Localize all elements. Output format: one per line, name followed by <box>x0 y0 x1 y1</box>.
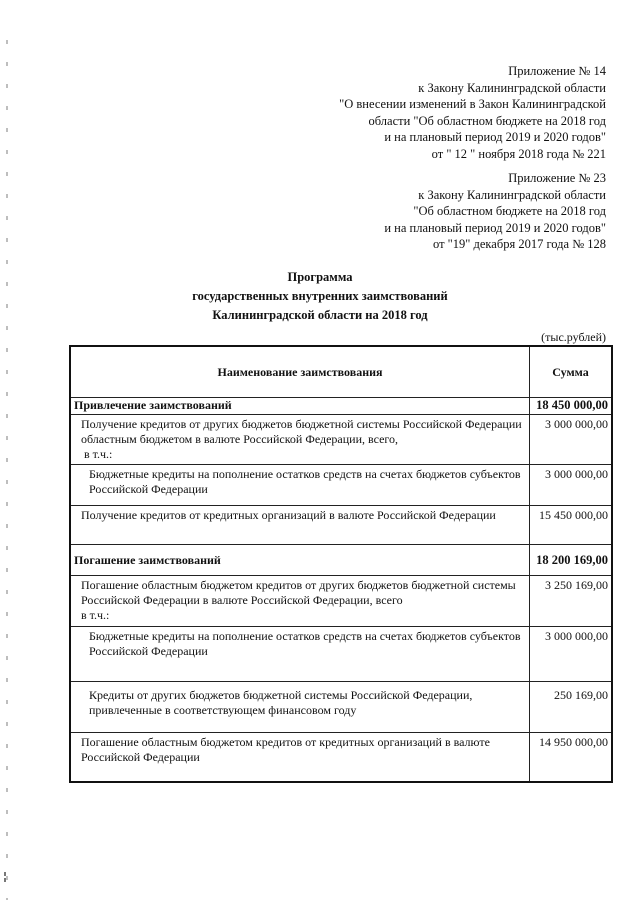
appendix-line: Приложение № 23 <box>508 171 606 185</box>
scan-margin-marks <box>6 40 8 900</box>
row-amount: 18 450 000,00 <box>530 398 613 415</box>
appendix-line: от "19" декабря 2017 года № 128 <box>433 237 606 251</box>
row-amount: 3 000 000,00 <box>530 415 613 465</box>
appendix-line: к Закону Калининградской области <box>418 187 606 202</box>
row-name: Погашение заимствований <box>70 545 530 576</box>
table-row <box>70 398 612 415</box>
row-name: Кредиты от других бюджетов бюджетной системы Российской Федерации, привлеченные в соответствующем финансовом году <box>70 682 530 733</box>
row-name: Привлечение заимствований <box>70 398 530 415</box>
row-amount: 3 000 000,00 <box>530 465 613 506</box>
row-name: Бюджетные кредиты на пополнение остатков средств на счетах бюджетов субъектов Российской Федерации <box>70 465 530 506</box>
appendix-line: и на плановый период 2019 и 2020 годов" <box>384 220 606 235</box>
appendix-line: Приложение № 14 <box>508 64 606 78</box>
row-amount: 15 450 000,00 <box>530 506 613 545</box>
program-title <box>0 268 640 325</box>
table-row <box>70 465 612 506</box>
appendix-line: "Об областном бюджете на 2018 год <box>413 204 606 218</box>
borrowing-table <box>69 345 613 783</box>
appendix-line: "О внесении изменений в Закон Калининградской <box>339 97 606 111</box>
header-amount: Сумма <box>530 346 613 398</box>
table-row <box>70 506 612 545</box>
row-name-extra: в т.ч.: <box>84 447 113 461</box>
row-amount: 14 950 000,00 <box>530 733 613 783</box>
row-amount: 3 000 000,00 <box>530 627 613 682</box>
appendix-line: от " 12 " ноября 2018 года № 221 <box>431 146 606 161</box>
row-name-cell <box>70 576 530 627</box>
table-row <box>70 733 612 783</box>
row-amount: 250 169,00 <box>530 682 613 733</box>
row-name: Бюджетные кредиты на пополнение остатков средств на счетах бюджетов субъектов Российской Федерации <box>70 627 530 682</box>
row-amount: 18 200 169,00 <box>530 545 613 576</box>
appendix-original-block <box>384 170 606 253</box>
table-row <box>70 682 612 733</box>
row-amount: 3 250 169,00 <box>530 576 613 627</box>
table-row <box>70 545 612 576</box>
table-row <box>70 576 612 627</box>
title-line: Программа <box>287 270 353 284</box>
scan-edge-marks <box>4 872 8 886</box>
appendix-current-block <box>339 63 606 162</box>
row-name: Получение кредитов от кредитных организаций в валюте Российской Федерации <box>70 506 530 545</box>
title-line: государственных внутренних заимствований <box>192 289 448 303</box>
units-label: (тыс.рублей) <box>541 330 606 344</box>
header-name: Наименование заимствования <box>70 346 530 398</box>
appendix-line: области "Об областном бюджете на 2018 год <box>368 113 606 128</box>
appendix-line: и на плановый период 2019 и 2020 годов" <box>384 130 606 144</box>
row-name: Погашение областным бюджетом кредитов от кредитных организаций в валюте Российской Федерации <box>70 733 530 783</box>
table-header-row <box>70 346 612 398</box>
row-name: Погашение областным бюджетом кредитов от других бюджетов бюджетной системы Российской Федерации в валюте Российской Федерации, всего <box>81 578 516 607</box>
title-line: Калининградской области на 2018 год <box>212 308 428 322</box>
table-row <box>70 627 612 682</box>
row-name-extra: в т.ч.: <box>81 608 110 622</box>
table-row <box>70 415 612 465</box>
row-name: Получение кредитов от других бюджетов бюджетной системы Российской Федерации областным бюджетом в валюте Российской Федерации, всего, <box>81 417 522 446</box>
appendix-line: к Закону Калининградской области <box>418 80 606 95</box>
row-name-cell <box>70 415 530 465</box>
